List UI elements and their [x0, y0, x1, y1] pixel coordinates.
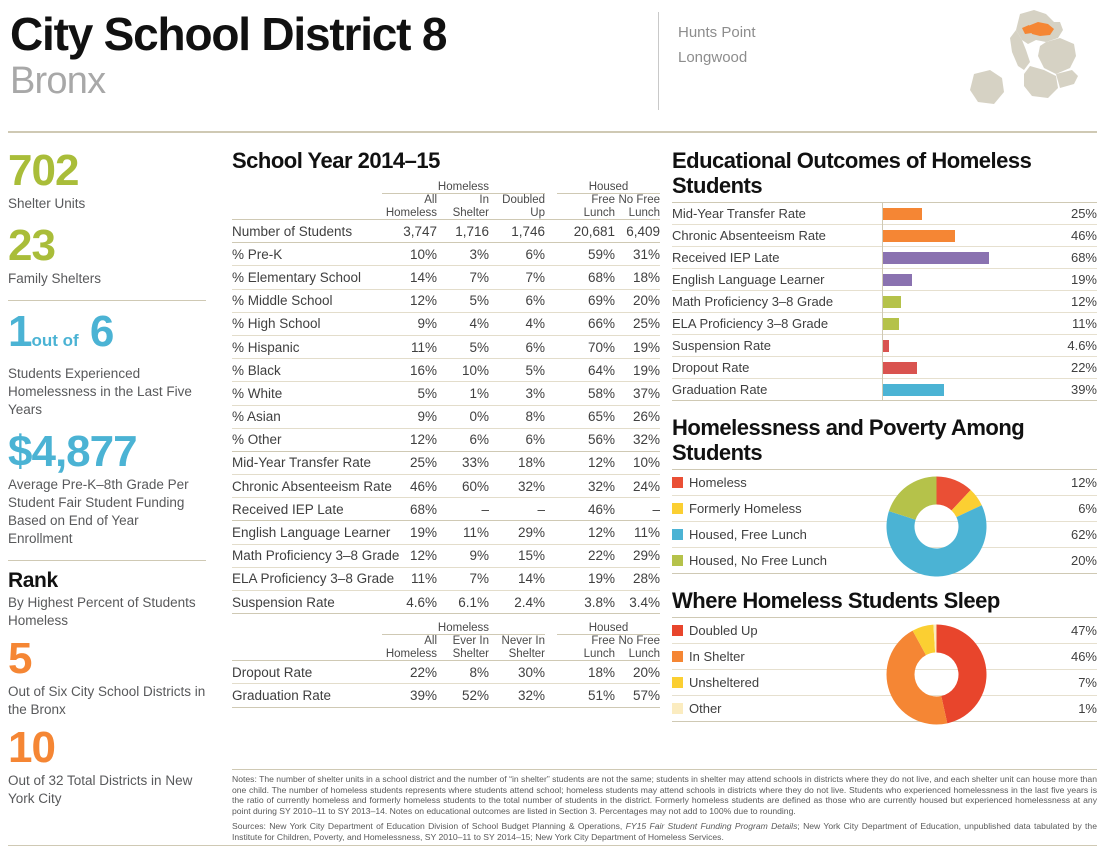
table-row — [232, 451, 660, 474]
cell-no-free-lunch: 24% — [615, 475, 660, 498]
cell-all-homeless: 39% — [382, 684, 437, 707]
nyc-map-icon — [950, 8, 1080, 118]
family-shelters-label: Family Shelters — [8, 271, 102, 286]
row-label: Graduation Rate — [232, 684, 382, 707]
cell-free-lunch: 66% — [557, 312, 615, 335]
header-vertical-divider — [658, 12, 659, 110]
rank-bronx-label: Out of Six City School Districts in the Bronx — [8, 684, 206, 717]
table-row — [232, 243, 660, 266]
legend-row — [672, 496, 1097, 522]
legend-swatch-icon — [672, 503, 683, 514]
rank-subheading: By Highest Percent of Students Homeless — [8, 595, 196, 628]
bar-track — [882, 357, 1042, 379]
bar-chart-row — [672, 379, 1097, 401]
bar-value: 25% — [1042, 203, 1097, 225]
bar — [882, 230, 955, 242]
column-header: All Homeless — [385, 635, 437, 660]
poverty-donut-title: Homelessness and Poverty Among Students — [672, 415, 1025, 465]
legend-label: In Shelter — [672, 644, 952, 670]
cell-no-free-lunch: 6,409 — [615, 220, 660, 243]
cell-in-shelter: 9% — [437, 544, 489, 567]
cell-free-lunch: 32% — [557, 475, 615, 498]
table-group-header-row — [232, 181, 660, 194]
bar-chart-row — [672, 291, 1097, 313]
bar-label: Mid-Year Transfer Rate — [672, 203, 882, 225]
cell-all-homeless: 16% — [382, 359, 437, 382]
legend-swatch-icon — [672, 625, 683, 636]
row-label: % Other — [232, 428, 382, 451]
column-header: Ever In Shelter — [452, 635, 489, 660]
row-label: % Elementary School — [232, 266, 382, 289]
bottom-rule — [8, 845, 1097, 846]
legend-value: 20% — [952, 548, 1097, 574]
bar-label: Received IEP Late — [672, 247, 882, 269]
cell-in-shelter: 5% — [437, 335, 489, 358]
legend-value: 12% — [952, 470, 1097, 496]
cell-all-homeless: 3,747 — [382, 220, 437, 243]
table-row — [232, 684, 660, 707]
legend-swatch-icon — [672, 555, 683, 566]
cell-in-shelter: 60% — [437, 475, 489, 498]
table-row — [232, 544, 660, 567]
legend-row — [672, 548, 1097, 574]
row-label: % Hispanic — [232, 335, 382, 358]
column-header: All Homeless — [385, 194, 437, 219]
cell-free-lunch: 46% — [557, 498, 615, 521]
cell-no-free-lunch: 37% — [615, 382, 660, 405]
bar-label: Math Proficiency 3–8 Grade — [672, 291, 882, 313]
sources-prefix: Sources: New York City Department of Education Division of School Budget Planning & Operations, — [232, 821, 626, 832]
column-header: Free Lunch — [583, 194, 615, 219]
legend-swatch-icon — [672, 529, 683, 540]
bar-label: ELA Proficiency 3–8 Grade — [672, 313, 882, 335]
table-row — [232, 498, 660, 521]
legend-label: Unsheltered — [672, 670, 952, 696]
cell-all-homeless: 11% — [382, 567, 437, 590]
cell-all-homeless: 12% — [382, 428, 437, 451]
table-row — [232, 405, 660, 428]
cell-doubled-up: 29% — [489, 521, 545, 544]
cell-in-shelter: – — [437, 498, 489, 521]
cell-no-free-lunch: 3.4% — [615, 591, 660, 614]
table-row — [232, 220, 660, 243]
bar-track — [882, 335, 1042, 357]
cell-in-shelter: 33% — [437, 451, 489, 474]
funding-label: Average Pre-K–8th Grade Per Student Fair Student Funding Based on End of Year Enrollment — [8, 477, 189, 546]
group-header-homeless: Homeless — [382, 181, 545, 194]
cell-free-lunch: 69% — [557, 289, 615, 312]
row-label: Mid-Year Transfer Rate — [232, 451, 382, 474]
row-label: % Pre-K — [232, 243, 382, 266]
cell-in-shelter: 6.1% — [437, 591, 489, 614]
ratio-numerator: 1 — [8, 307, 32, 356]
sleep-donut-title: Where Homeless Students Sleep — [672, 588, 1000, 613]
legend-value: 47% — [952, 618, 1097, 644]
ratio-denominator: 6 — [89, 307, 114, 356]
cell-all-homeless: 4.6% — [382, 591, 437, 614]
table-row — [232, 661, 660, 684]
cell-no-free-lunch: 11% — [615, 521, 660, 544]
bar-chart-row — [672, 335, 1097, 357]
cell-free-lunch: 12% — [557, 451, 615, 474]
charts-column — [672, 148, 1097, 722]
key-stats-sidebar — [8, 148, 206, 808]
bar-track — [882, 379, 1042, 401]
footnotes — [232, 774, 1097, 848]
legend-value: 46% — [952, 644, 1097, 670]
table-bottom-rule — [232, 707, 660, 708]
table-row — [232, 567, 660, 590]
sources-suffix: ; New York City Department of Education, unpublished data tabulated by the Institute for Children, Poverty, and Homelessness, SY 2010–11 to SY 2014–15; New York City Department of Homeless Services. — [232, 821, 1097, 842]
cell-free-lunch: 12% — [557, 521, 615, 544]
cell-doubled-up: 6% — [489, 335, 545, 358]
notes-rule — [232, 769, 1097, 770]
row-label: Number of Students — [232, 220, 382, 243]
neighborhood-item: Longwood — [678, 49, 748, 66]
cell-doubled-up: 5% — [489, 359, 545, 382]
group-header-housed: Housed — [557, 181, 660, 194]
bar-chart-row — [672, 357, 1097, 379]
table-row — [232, 312, 660, 335]
cell-doubled-up: 14% — [489, 567, 545, 590]
cell-all-homeless: 9% — [382, 312, 437, 335]
bar-track — [882, 203, 1042, 225]
bar-label: English Language Learner — [672, 269, 882, 291]
sources-italic-title: FY15 Fair Student Funding Program Details — [625, 821, 798, 832]
cell-all-homeless: 25% — [382, 451, 437, 474]
table-row — [232, 475, 660, 498]
cell-all-homeless: 46% — [382, 475, 437, 498]
sources-paragraph — [232, 821, 1097, 842]
table-group-header-row — [232, 622, 660, 635]
cell-doubled-up: 8% — [489, 405, 545, 428]
column-header: Never In Shelter — [501, 635, 545, 660]
row-label: English Language Learner — [232, 521, 382, 544]
table-row — [232, 521, 660, 544]
cell-no-free-lunch: 25% — [615, 312, 660, 335]
cell-no-free-lunch: 28% — [615, 567, 660, 590]
cell-no-free-lunch: 19% — [615, 359, 660, 382]
cell-all-homeless: 68% — [382, 498, 437, 521]
bar-value: 19% — [1042, 269, 1097, 291]
column-header: Doubled Up — [502, 194, 545, 219]
cell-no-free-lunch: 57% — [615, 684, 660, 707]
cell-free-lunch: 51% — [557, 684, 615, 707]
table-title: School Year 2014–15 — [232, 148, 440, 173]
cell-all-homeless: 19% — [382, 521, 437, 544]
rank-heading: Rank — [8, 569, 58, 592]
legend-label: Other — [672, 696, 952, 722]
cell-free-lunch: 22% — [557, 544, 615, 567]
row-label: % Black — [232, 359, 382, 382]
table-column-header-row — [232, 194, 660, 220]
bar — [882, 296, 901, 308]
cell-all-homeless: 11% — [382, 335, 437, 358]
cell-free-lunch: 70% — [557, 335, 615, 358]
cell-all-homeless: 9% — [382, 405, 437, 428]
ratio-middle-text: out of — [31, 331, 79, 350]
bar-value: 12% — [1042, 291, 1097, 313]
bar-value: 46% — [1042, 225, 1097, 247]
cell-no-free-lunch: 20% — [615, 289, 660, 312]
sidebar-divider — [8, 300, 206, 301]
cell-in-shelter: 52% — [437, 684, 489, 707]
cell-doubled-up: – — [489, 498, 545, 521]
cell-no-free-lunch: 32% — [615, 428, 660, 451]
outcomes-bar-chart — [672, 202, 1097, 401]
legend-label: Formerly Homeless — [672, 496, 952, 522]
cell-doubled-up: 4% — [489, 312, 545, 335]
bar-value: 11% — [1042, 313, 1097, 335]
row-label: % Asian — [232, 405, 382, 428]
row-label: Dropout Rate — [232, 661, 382, 684]
legend-swatch-icon — [672, 477, 683, 488]
poverty-legend — [672, 469, 1097, 574]
bar — [882, 318, 899, 330]
neighborhood-item: Hunts Point — [678, 24, 756, 41]
graduation-data-table — [232, 622, 660, 707]
cell-all-homeless: 12% — [382, 289, 437, 312]
legend-value: 7% — [952, 670, 1097, 696]
bar-value: 22% — [1042, 357, 1097, 379]
cell-in-shelter: 6% — [437, 428, 489, 451]
cell-all-homeless: 12% — [382, 544, 437, 567]
shelter-units-value: 702 — [8, 146, 79, 195]
title-block — [10, 8, 446, 102]
cell-no-free-lunch: 29% — [615, 544, 660, 567]
bar-label: Suspension Rate — [672, 335, 882, 357]
table-corner-cell — [232, 181, 382, 194]
school-year-table-section — [232, 148, 661, 708]
bar-track — [882, 269, 1042, 291]
bar — [882, 252, 989, 264]
cell-no-free-lunch: 31% — [615, 243, 660, 266]
bar-value: 4.6% — [1042, 335, 1097, 357]
cell-in-shelter: 7% — [437, 266, 489, 289]
legend-swatch-icon — [672, 703, 683, 714]
cell-doubled-up: 7% — [489, 266, 545, 289]
rank-city-value: 10 — [8, 723, 55, 772]
legend-swatch-icon — [672, 677, 683, 688]
cell-no-free-lunch: 20% — [615, 661, 660, 684]
bar-chart-row — [672, 313, 1097, 335]
legend-swatch-icon — [672, 651, 683, 662]
table-row — [232, 382, 660, 405]
cell-no-free-lunch: 10% — [615, 451, 660, 474]
family-shelters-value: 23 — [8, 221, 55, 270]
legend-row — [672, 644, 1097, 670]
cell-all-homeless: 5% — [382, 382, 437, 405]
group-header-housed: Housed — [557, 622, 660, 635]
bar — [882, 384, 944, 396]
shelter-units-label: Shelter Units — [8, 196, 86, 211]
cell-in-shelter: 3% — [437, 243, 489, 266]
bar-chart-row — [672, 225, 1097, 247]
cell-doubled-up: 30% — [489, 661, 545, 684]
cell-free-lunch: 56% — [557, 428, 615, 451]
cell-doubled-up: 15% — [489, 544, 545, 567]
legend-label: Housed, No Free Lunch — [672, 548, 952, 574]
table-corner-cell — [232, 622, 382, 635]
table-row — [232, 335, 660, 358]
column-header: Free Lunch — [583, 635, 615, 660]
column-header: In Shelter — [452, 194, 489, 219]
cell-doubled-up: 3% — [489, 382, 545, 405]
cell-no-free-lunch: – — [615, 498, 660, 521]
neighborhood-list — [678, 20, 756, 70]
bar-value: 68% — [1042, 247, 1097, 269]
bar-track — [882, 291, 1042, 313]
cell-doubled-up: 1,746 — [489, 220, 545, 243]
cell-in-shelter: 1,716 — [437, 220, 489, 243]
row-label: Suspension Rate — [232, 591, 382, 614]
table-row — [232, 428, 660, 451]
cell-in-shelter: 11% — [437, 521, 489, 544]
table-row — [232, 591, 660, 614]
cell-doubled-up: 6% — [489, 428, 545, 451]
sidebar-divider — [8, 560, 206, 561]
notes-paragraph: Notes: The number of shelter units in a school district and the number of “in shelter” students are not the same; students in shelter may attend schools in districts where they do not live, and each shelter unit can house more than one child. The number of homeless students represents where students attend school; homeless students may attend schools in districts where they do not live. Students who experienced homelessness in the last five years is the ratio of currently homeless and formerly homeless students to the total number of students in the district. Formerly homeless students are defined as those who are currently housed but experienced homelessness at any point during SY 2010–11 to SY 2013–14. Notes on educational outcomes are listed in Section 3. Percentages may not add to 100% due to rounding. — [232, 774, 1097, 816]
legend-row — [672, 470, 1097, 496]
cell-doubled-up: 32% — [489, 475, 545, 498]
cell-no-free-lunch: 19% — [615, 335, 660, 358]
legend-label: Doubled Up — [672, 618, 952, 644]
cell-doubled-up: 18% — [489, 451, 545, 474]
bar — [882, 362, 917, 374]
cell-all-homeless: 10% — [382, 243, 437, 266]
page-title: City School District 8 — [10, 8, 447, 60]
sleep-legend — [672, 617, 1097, 722]
row-label: ELA Proficiency 3–8 Grade — [232, 567, 382, 590]
bar-track — [882, 225, 1042, 247]
row-label: Math Proficiency 3–8 Grade — [232, 544, 382, 567]
legend-row — [672, 522, 1097, 548]
cell-free-lunch: 65% — [557, 405, 615, 428]
bar-label: Graduation Rate — [672, 379, 882, 401]
bar-value: 39% — [1042, 379, 1097, 401]
cell-no-free-lunch: 18% — [615, 266, 660, 289]
page-header — [0, 0, 1105, 130]
cell-free-lunch: 58% — [557, 382, 615, 405]
bar — [882, 340, 889, 352]
cell-doubled-up: 6% — [489, 243, 545, 266]
cell-in-shelter: 0% — [437, 405, 489, 428]
outcomes-chart-title: Educational Outcomes of Homeless Students — [672, 148, 1032, 198]
cell-free-lunch: 64% — [557, 359, 615, 382]
cell-no-free-lunch: 26% — [615, 405, 660, 428]
homelessness-ratio — [8, 309, 206, 364]
cell-all-homeless: 22% — [382, 661, 437, 684]
cell-in-shelter: 4% — [437, 312, 489, 335]
cell-doubled-up: 2.4% — [489, 591, 545, 614]
bar-label: Chronic Absenteeism Rate — [672, 225, 882, 247]
cell-in-shelter: 10% — [437, 359, 489, 382]
row-label: Received IEP Late — [232, 498, 382, 521]
rank-city-label: Out of 32 Total Districts in New York City — [8, 773, 193, 806]
column-header: No Free Lunch — [618, 635, 661, 660]
cell-free-lunch: 68% — [557, 266, 615, 289]
cell-in-shelter: 7% — [437, 567, 489, 590]
row-label: % White — [232, 382, 382, 405]
legend-row — [672, 618, 1097, 644]
legend-value: 1% — [952, 696, 1097, 722]
table-row — [232, 266, 660, 289]
row-label: Chronic Absenteeism Rate — [232, 475, 382, 498]
legend-value: 62% — [952, 522, 1097, 548]
bar-chart-row — [672, 203, 1097, 225]
cell-doubled-up: 6% — [489, 289, 545, 312]
funding-value: $4,877 — [8, 427, 137, 476]
legend-row — [672, 696, 1097, 722]
table-row — [232, 289, 660, 312]
legend-label: Housed, Free Lunch — [672, 522, 952, 548]
cell-in-shelter: 1% — [437, 382, 489, 405]
cell-free-lunch: 19% — [557, 567, 615, 590]
bar — [882, 208, 922, 220]
group-header-homeless: Homeless — [382, 622, 545, 635]
column-header: No Free Lunch — [618, 194, 661, 219]
legend-label: Homeless — [672, 470, 952, 496]
cell-free-lunch: 18% — [557, 661, 615, 684]
rank-bronx-value: 5 — [8, 634, 32, 683]
cell-all-homeless: 14% — [382, 266, 437, 289]
borough-subtitle: Bronx — [10, 60, 106, 102]
cell-in-shelter: 5% — [437, 289, 489, 312]
bar-label: Dropout Rate — [672, 357, 882, 379]
cell-in-shelter: 8% — [437, 661, 489, 684]
bar-chart-row — [672, 269, 1097, 291]
header-rule — [8, 131, 1097, 133]
bar-chart-row — [672, 247, 1097, 269]
table-column-header-row — [232, 635, 660, 661]
bar-track — [882, 247, 1042, 269]
cell-doubled-up: 32% — [489, 684, 545, 707]
cell-free-lunch: 3.8% — [557, 591, 615, 614]
school-year-data-table — [232, 181, 660, 614]
legend-row — [672, 670, 1097, 696]
row-label: % Middle School — [232, 289, 382, 312]
legend-value: 6% — [952, 496, 1097, 522]
bar — [882, 274, 912, 286]
table-row — [232, 359, 660, 382]
cell-free-lunch: 59% — [557, 243, 615, 266]
homelessness-ratio-label: Students Experienced Homelessness in the Last Five Years — [8, 366, 192, 417]
row-label: % High School — [232, 312, 382, 335]
bar-track — [882, 313, 1042, 335]
bar-chart-axis-line — [882, 202, 883, 401]
cell-free-lunch: 20,681 — [557, 220, 615, 243]
